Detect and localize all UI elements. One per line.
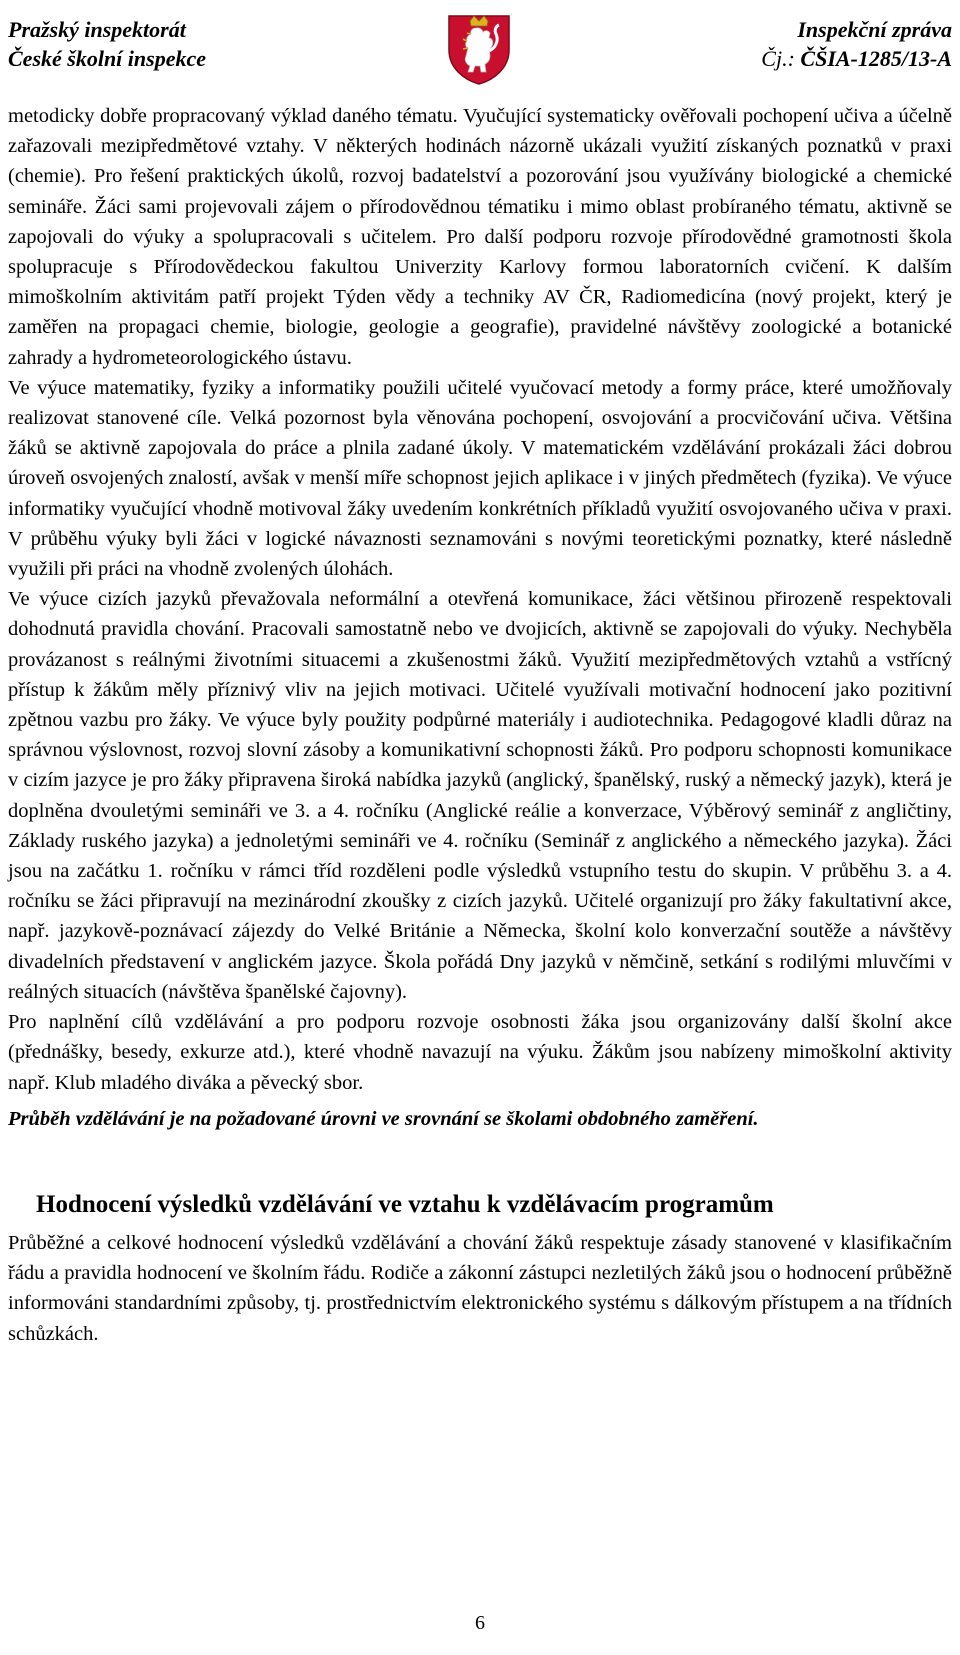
education-process-summary: Průběh vzdělávání je na požadované úrovni ve srovnání se školami obdobného zaměření. (8, 1107, 759, 1130)
page-number: 6 (475, 1612, 485, 1634)
inspectorate-name (8, 15, 206, 73)
czech-coat-of-arms-icon (446, 6, 512, 86)
paragraph-natural-sciences: metodicky dobře propracovaný výklad daného tématu. Vyučující systematicky ověřovali pochopení učiva a účelně zařazovali mezipředmětové vztahy. V některých hodinách názorně ukázali využití získaných poznatků v praxi (chemie). Pro řešení praktických úkolů, rozvoj badatelství a pozorování jsou využívány biologické a chemické semináře. Žáci sami projevovali zájem o přírodovědnou tématiku i mimo oblast probíraného tématu, aktivně se zapojovali do výuky a spolupracovali s učitelem. Pro další podporu rozvoje přírodovědné gramotnosti škola spolupracuje s Přírodovědeckou fakultou Univerzity Karlovy formou laboratorních cvičení. K dalším mimoškolním aktivitám patří projekt Týden vědy a techniky AV ČR, Radiomedicína (nový projekt, který je zaměřen na propagaci chemie, biologie, geologie a geografie), pravidelné návštěvy zoologické a botanické zahrady a hydrometeorologického ústavu. (8, 105, 952, 369)
report-body (8, 101, 952, 1349)
inspectorate-line-2: České školní inspekce (8, 46, 206, 71)
inspectorate-line-1: Pražský inspektorát (8, 17, 186, 42)
paragraph-math-physics-informatics: Ve výuce matematiky, fyziky a informatiky použili učitelé vyučovací metody a formy práce, které umožňovaly realizovat stanovené cíle. Velká pozornost byla věnována pochopení, osvojování a procvičování učiva. Většina žáků se aktivně zapojovala do práce a plnila zadané úkoly. V matematickém vzdělávání prokázali žáci dobrou úroveň osvojených znalostí, avšak v menší míře schopnost jejich aplikace i v jiných předmětech (fyzika). Ve výuce informatiky vyučující vhodně motivoval žáky uvedením konkrétních příkladů využití osvojovaného učiva v praxi. V průběhu výuky byli žáci v logické návaznosti seznamováni s novými teoretickými poznatky, které následně využili při práci na vhodně zvolených úlohách. (8, 376, 952, 581)
page-header (0, 0, 960, 96)
reference-number: ČŠIA-1285/13-A (800, 46, 952, 71)
paragraph-foreign-languages: Ve výuce cizích jazyků převažovala neformální a otevřená komunikace, žáci většinou přirozeně respektovali dohodnutá pravidla chování. Pracovali samostatně nebo ve dvojicích, aktivně se zapojovali do výuky. Nechyběla provázanost s reálnými životními situacemi a zkušenostmi žáků. Využití mezipředmětových vztahů a vstřícný přístup k žákům měly příznivý vliv na jejich motivaci. Učitelé využívali motivační hodnocení jako pozitivní zpětnou vazbu pro žáky. Ve výuce byly použity podpůrné materiály i audiotechnika. Pedagogové kladli důraz na správnou výslovnost, rozvoj slovní zásoby a komunikativní schopnosti žáků. Pro podporu schopnosti komunikace v cizím jazyce je pro žáky připravena široká nabídka jazyků (anglický, španělský, ruský a německý jazyk), která je doplněna dvouletými semináři ve 3. a 4. ročníku (Anglické reálie a konverzace, Výběrový seminář z angličtiny, Základy ruského jazyka) a jednoletými semináři ve 4. ročníku (Seminář z anglického a německého jazyka). Žáci jsou na začátku 1. ročníku v rámci tříd rozděleni podle výsledků vstupního testu do skupin. V průběhu 3. a 4. ročníku se žáci připravují na mezinárodní zkoušky z cizích jazyků. Učitelé organizují pro žáky fakultativní akce, např. jazykově-poznávací zájezdy do Velké Británie a Německa, školní kolo konverzační soutěže a návštěvy divadelních představení v anglickém jazyce. Škola pořádá Dny jazyků v němčině, setkání s rodilými mluvčími v reálných situacích (návštěva španělské čajovny). (8, 588, 952, 1003)
paragraph-evaluation: Průběžné a celkové hodnocení výsledků vzdělávání a chování žáků respektuje zásady stanovené v klasifikačním řádu a pravidla hodnocení ve školním řádu. Rodiče a zákonní zástupci nezletilých žáků jsou o hodnocení průběžně informováni standardními způsoby, tj. prostřednictvím elektronického systému s dálkovým přístupem a na třídních schůzkách. (8, 1231, 952, 1345)
section-heading: Hodnocení výsledků vzdělávání ve vztahu k vzdělávacím programům (36, 1190, 774, 1218)
paragraph-school-activities: Pro naplnění cílů vzdělávání a pro podporu rozvoje osobnosti žáka jsou organizovány další školní akce (přednášky, besedy, exkurze atd.), které vhodně navazují na výuku. Žákům jsou nabízeny mimoškolní aktivity např. Klub mladého diváka a pěvecký sbor. (8, 1011, 952, 1094)
reference-number-line (761, 44, 952, 73)
report-type: Inspekční zpráva (797, 17, 952, 42)
report-identification (761, 15, 952, 73)
reference-prefix: Čj.: (761, 46, 795, 71)
